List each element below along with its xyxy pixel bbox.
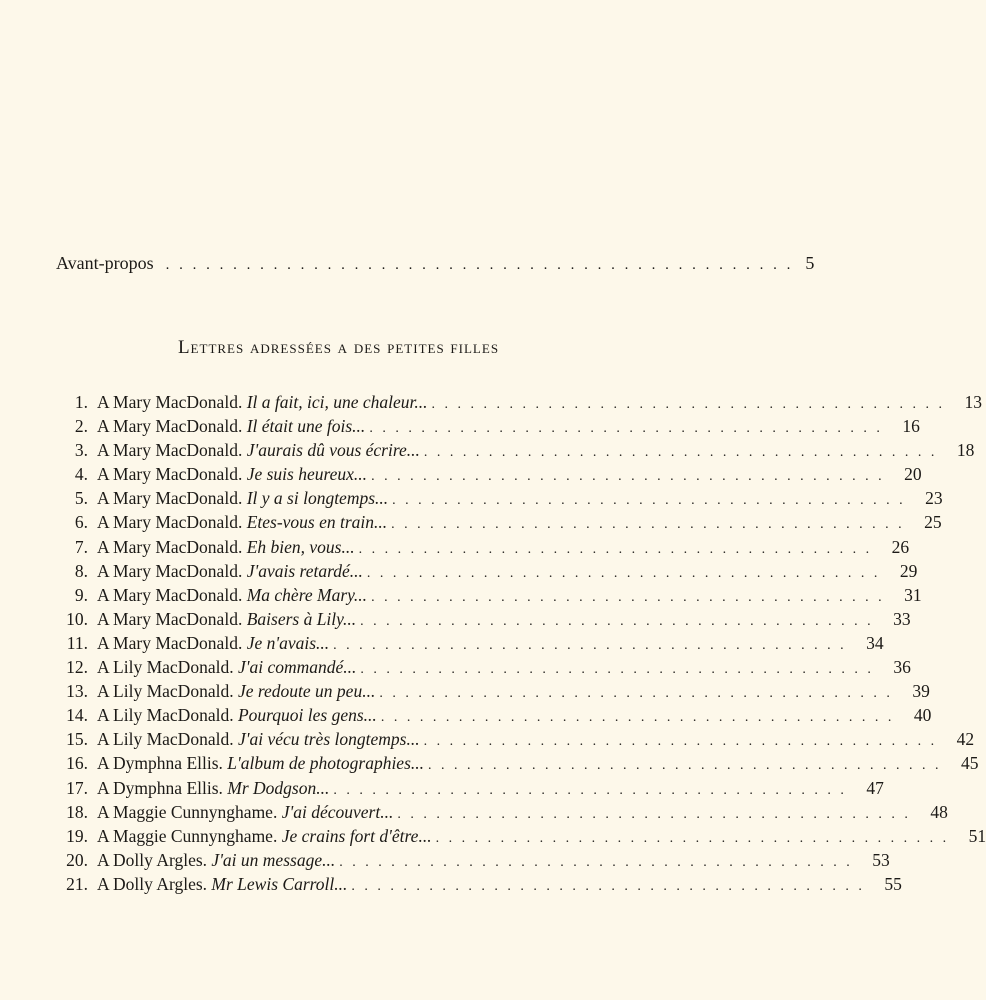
toc-entry[interactable]	[48, 825, 986, 850]
entry-recipient: A Mary MacDonald.	[97, 608, 243, 629]
entry-number: 3.	[74, 440, 88, 461]
dot-leader: . . . . . . . . . . . . . . . . . . . . . . . . . . . . . . . . . . . . . . . .	[392, 493, 906, 509]
entry-recipient: A Mary MacDonald.	[97, 392, 243, 412]
dot-leader: . . . . . . . . . . . . . . . . . . . . . . . . . . . . . . . . . . . . . . . .	[333, 637, 847, 653]
entry-incipit: J'ai découvert...	[281, 801, 394, 822]
dot-leader: . . . . . . . . . . . . . . . . . . . . . . . . . . . . . . . . . . . . . . . .	[339, 854, 853, 870]
entry-incipit: Etes-vous en train...	[246, 512, 388, 533]
entry-page-number: 48	[930, 801, 948, 822]
entry-page-number: 16	[902, 416, 920, 437]
entry-recipient: A Mary MacDonald.	[97, 584, 243, 605]
toc-entry[interactable]	[48, 801, 948, 826]
toc-entry[interactable]	[48, 608, 911, 633]
entry-incipit: Baisers à Lily...	[246, 608, 357, 629]
toc-entry[interactable]	[48, 753, 979, 777]
toc-list	[48, 392, 986, 898]
dot-leader: . . . . . . . . . . . . . . . . . . . . . . . . . . . . . . . . . . . . . . . . . . . . . . .	[165, 257, 794, 273]
dot-leader: . . . . . . . . . . . . . . . . . . . . . . . . . . . . . . . . . . . . . . . .	[371, 469, 885, 485]
entry-number: 21.	[66, 873, 88, 894]
entry-page-number: 40	[913, 705, 932, 726]
entry-text	[97, 464, 367, 485]
entry-text	[97, 609, 356, 630]
toc-entry[interactable]	[48, 873, 902, 898]
entry-incipit: J'ai vécu très longtemps...	[237, 729, 420, 750]
entry-number: 9.	[74, 584, 88, 605]
entry-recipient: A Lily MacDonald.	[97, 729, 234, 750]
entry-incipit: Mr Lewis Carroll...	[211, 873, 348, 894]
entry-number: 13.	[66, 681, 88, 702]
toc-entry[interactable]	[48, 584, 922, 609]
entry-page-number: 23	[925, 488, 943, 509]
entry-incipit: L'album de photographies...	[227, 753, 425, 774]
toc-entry[interactable]	[48, 632, 884, 657]
entry-text	[97, 753, 424, 774]
dot-leader: . . . . . . . . . . . . . . . . . . . . . . . . . . . . . . . . . . . . . . . .	[391, 517, 905, 533]
entry-text	[97, 561, 363, 582]
dot-leader: . . . . . . . . . . . . . . . . . . . . . . . . . . . . . . . . . . . . . . . .	[369, 421, 883, 437]
entry-page-number: 34	[866, 632, 884, 653]
entry-recipient: A Maggie Cunnynghame.	[97, 801, 278, 822]
entry-page-number: 26	[891, 536, 910, 557]
avant-propos-page: 5	[805, 253, 815, 273]
entry-number: 7.	[74, 536, 88, 557]
dot-leader: . . . . . . . . . . . . . . . . . . . . . . . . . . . . . . . . . . . . . . . .	[379, 686, 893, 702]
entry-recipient: A Lily MacDonald.	[97, 705, 234, 726]
entry-text	[97, 826, 432, 847]
entry-recipient: A Mary MacDonald.	[97, 488, 243, 509]
toc-entry[interactable]	[48, 392, 983, 416]
entry-page-number: 42	[956, 729, 975, 750]
toc-entry[interactable]	[48, 849, 890, 874]
dot-leader: . . . . . . . . . . . . . . . . . . . . . . . . . . . . . . . . . . . . . . . .	[431, 397, 946, 412]
toc-entry[interactable]	[48, 536, 910, 561]
entry-incipit: Il était une fois...	[246, 416, 366, 437]
dot-leader: . . . . . . . . . . . . . . . . . . . . . . . . . . . . . . . . . . . . . . . .	[423, 734, 938, 750]
dot-leader: . . . . . . . . . . . . . . . . . . . . . . . . . . . . . . . . . . . . . . . .	[358, 541, 873, 557]
toc-entry[interactable]	[48, 488, 943, 512]
toc-entry[interactable]	[48, 729, 975, 753]
entry-text	[97, 874, 347, 895]
entry-page-number: 36	[893, 657, 911, 678]
dot-leader: . . . . . . . . . . . . . . . . . . . . . . . . . . . . . . . . . . . . . . . .	[360, 613, 874, 629]
section-heading: Lettres adressées a des petites filles	[177, 337, 500, 358]
entry-page-number: 31	[904, 584, 922, 605]
entry-text	[97, 633, 329, 654]
entry-text	[97, 537, 355, 558]
entry-incipit: J'aurais dû vous écrire...	[246, 440, 420, 461]
toc-entry[interactable]	[48, 681, 930, 705]
entry-incipit: Il a fait, ici, une chaleur...	[246, 392, 428, 412]
dot-leader: . . . . . . . . . . . . . . . . . . . . . . . . . . . . . . . . . . . . . . . .	[397, 806, 911, 822]
entry-page-number: 13	[964, 392, 983, 412]
entry-number: 8.	[74, 560, 88, 581]
entry-number: 15.	[66, 729, 88, 750]
entry-number: 6.	[74, 512, 88, 533]
entry-page-number: 18	[956, 440, 975, 461]
entry-incipit: Il y a si longtemps...	[246, 488, 389, 509]
entry-number: 2.	[74, 416, 88, 437]
dot-leader: . . . . . . . . . . . . . . . . . . . . . . . . . . . . . . . . . . . . . . . .	[360, 662, 874, 678]
toc-entry[interactable]	[48, 464, 922, 488]
entry-recipient: A Mary MacDonald.	[97, 512, 243, 533]
toc-entry[interactable]	[48, 416, 920, 440]
entry-page-number: 53	[872, 849, 890, 870]
entry-text	[97, 681, 375, 702]
entry-recipient: A Dolly Argles.	[97, 873, 208, 894]
entry-number: 19.	[66, 825, 88, 846]
entry-text	[97, 705, 377, 726]
entry-recipient: A Mary MacDonald.	[97, 632, 243, 653]
entry-recipient: A Dymphna Ellis.	[97, 753, 223, 774]
entry-text	[97, 585, 367, 606]
entry-text	[97, 778, 329, 799]
entry-number: 4.	[74, 464, 88, 485]
entry-incipit: Je suis heureux...	[246, 464, 368, 485]
entry-recipient: A Lily MacDonald.	[97, 657, 234, 678]
entry-text	[97, 392, 428, 413]
entry-page-number: 25	[924, 512, 942, 533]
entry-page-number: 20	[904, 464, 922, 485]
dot-leader: . . . . . . . . . . . . . . . . . . . . . . . . . . . . . . . . . . . . . . . .	[333, 782, 847, 798]
entry-text	[97, 488, 388, 509]
dot-leader: . . . . . . . . . . . . . . . . . . . . . . . . . . . . . . . . . . . . . . . .	[428, 758, 942, 774]
toc-entry[interactable]	[48, 560, 918, 585]
entry-page-number: 45	[961, 753, 979, 774]
entry-page-number: 55	[884, 873, 902, 894]
entry-text	[97, 729, 420, 750]
avant-propos-title: Avant-propos	[56, 253, 154, 273]
dot-leader: . . . . . . . . . . . . . . . . . . . . . . . . . . . . . . . . . . . . . . . .	[380, 710, 895, 726]
entry-incipit: J'avais retardé...	[246, 560, 363, 581]
entry-recipient: A Mary MacDonald.	[97, 416, 243, 437]
entry-text	[97, 512, 387, 533]
entry-text	[97, 802, 393, 823]
entry-page-number: 47	[866, 777, 884, 798]
dot-leader: . . . . . . . . . . . . . . . . . . . . . . . . . . . . . . . . . . . . . . . .	[435, 830, 950, 846]
dot-leader: . . . . . . . . . . . . . . . . . . . . . . . . . . . . . . . . . . . . . . . .	[423, 445, 938, 461]
avant-propos-entry[interactable]	[56, 253, 815, 274]
entry-number: 16.	[66, 753, 88, 774]
entry-incipit: J'ai un message...	[211, 849, 336, 870]
toc-entry[interactable]	[48, 657, 911, 681]
entry-number: 17.	[66, 777, 88, 798]
toc-entry[interactable]	[48, 512, 942, 536]
dot-leader: . . . . . . . . . . . . . . . . . . . . . . . . . . . . . . . . . . . . . . . .	[371, 589, 885, 605]
entry-incipit: Je redoute un peu...	[237, 681, 376, 702]
entry-number: 5.	[74, 488, 88, 509]
dot-leader: . . . . . . . . . . . . . . . . . . . . . . . . . . . . . . . . . . . . . . . .	[351, 878, 865, 894]
entry-incipit: Pourquoi les gens...	[237, 705, 377, 726]
entry-number: 11.	[66, 632, 88, 653]
entry-recipient: A Mary MacDonald.	[97, 536, 243, 557]
entry-recipient: A Maggie Cunnynghame.	[97, 825, 278, 846]
toc-entry[interactable]	[48, 705, 932, 729]
entry-number: 1.	[74, 392, 88, 412]
entry-recipient: A Mary MacDonald.	[97, 560, 243, 581]
entry-recipient: A Dolly Argles.	[97, 849, 208, 870]
entry-incipit: Ma chère Mary...	[246, 584, 368, 605]
entry-recipient: A Mary MacDonald.	[97, 464, 243, 485]
entry-recipient: A Lily MacDonald.	[97, 681, 234, 702]
entry-page-number: 51	[968, 825, 986, 846]
entry-incipit: J'ai commandé...	[237, 657, 357, 678]
entry-incipit: Eh bien, vous...	[246, 536, 355, 557]
entry-page-number: 33	[893, 608, 911, 629]
entry-text	[97, 440, 420, 461]
entry-recipient: A Mary MacDonald.	[97, 440, 243, 461]
entry-text	[97, 850, 335, 871]
entry-number: 10.	[66, 608, 88, 629]
entry-incipit: Je crains fort d'être...	[281, 825, 432, 846]
entry-incipit: Mr Dodgson...	[227, 777, 330, 798]
entry-page-number: 39	[912, 681, 930, 702]
entry-number: 12.	[66, 657, 88, 678]
entry-number: 20.	[66, 849, 88, 870]
entry-recipient: A Dymphna Ellis.	[97, 777, 223, 798]
entry-text	[97, 657, 356, 678]
dot-leader: . . . . . . . . . . . . . . . . . . . . . . . . . . . . . . . . . . . . . . . .	[366, 565, 881, 581]
entry-incipit: Je n'avais...	[246, 632, 330, 653]
entry-number: 18.	[66, 801, 88, 822]
toc-entry[interactable]	[48, 777, 884, 802]
toc-entry[interactable]	[48, 440, 975, 464]
entry-text	[97, 416, 365, 437]
entry-page-number: 29	[899, 560, 918, 581]
entry-number: 14.	[66, 705, 88, 726]
